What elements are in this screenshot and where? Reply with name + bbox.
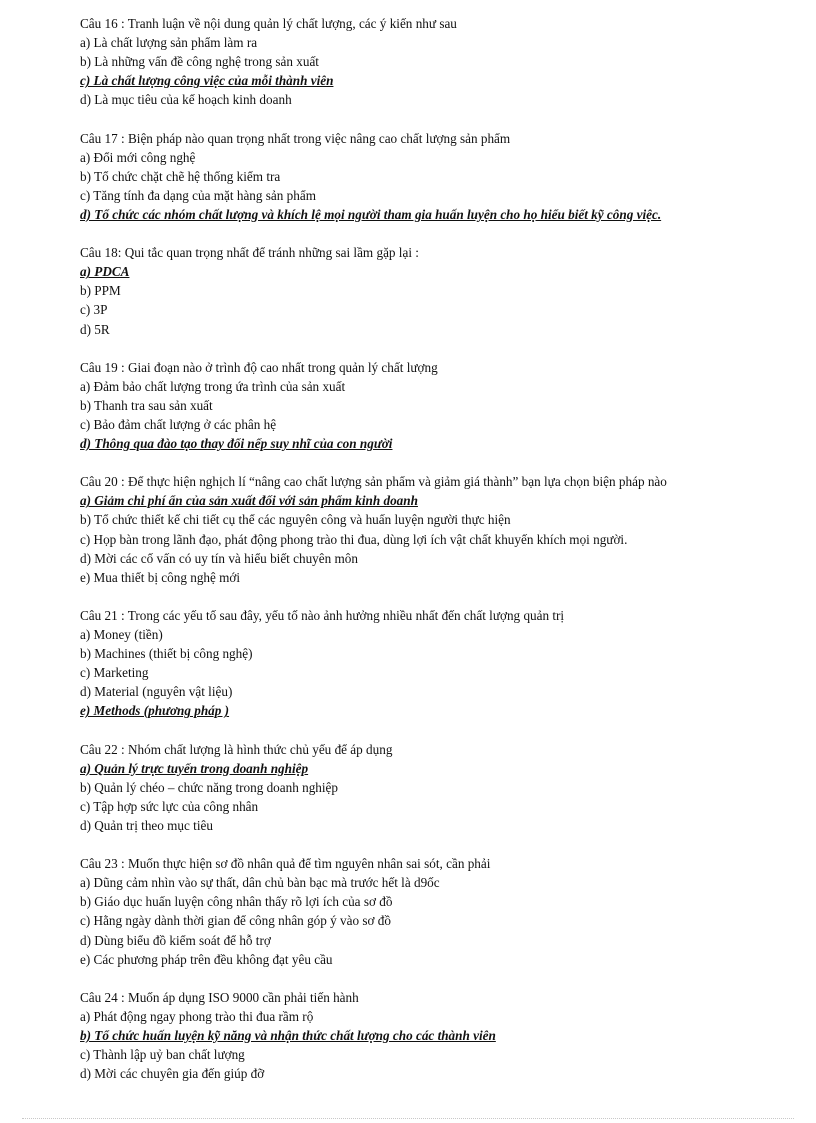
option: a) Đảm bảo chất lượng trong ứa trình của sản xuất: [80, 378, 346, 394]
option: d) Mời các chuyên gia đến giúp đỡ: [80, 1066, 265, 1082]
option: c) Bảo đảm chất lượng ở các phân hệ: [80, 416, 277, 432]
correct-answer: e) Methods (phương pháp ): [80, 703, 230, 719]
option: c) Tập hợp sức lực của công nhân: [80, 798, 259, 814]
option: a) Money (tiền): [80, 627, 163, 642]
option: c) Tăng tính đa dạng của mặt hàng sản phẩm: [80, 187, 316, 203]
question-title: Câu 19 : Giai đoạn nào ở trình độ cao nhất trong quản lý chất lượng: [80, 359, 438, 375]
option: b) Giáo dục huấn luyện công nhân thấy rõ lợi ích của sơ đồ: [80, 894, 393, 910]
correct-answer: d) Thông qua đào tạo thay đổi nếp suy nhĩ của con người: [80, 436, 393, 452]
option: b) PPM: [80, 283, 121, 299]
question-18: [80, 243, 800, 338]
question-title: Câu 16 : Tranh luận về nội dung quản lý chất lượng, các ý kiến như sau: [80, 16, 457, 31]
correct-answer: d) Tổ chức các nhóm chất lượng và khích lệ mọi người tham gia huấn luyện cho họ hiểu biết kỹ công việc.: [80, 206, 662, 222]
question-19: [80, 358, 800, 453]
question-20: [80, 472, 800, 587]
option: d) Quản trị theo mục tiêu: [80, 817, 213, 833]
question-23: [80, 854, 800, 969]
question-21: [80, 606, 800, 721]
option: b) Quản lý chéo – chức năng trong doanh nghiệp: [80, 779, 339, 795]
option: b) Machines (thiết bị công nghệ): [80, 646, 253, 662]
page-bottom-divider: [22, 1118, 794, 1119]
question-24: [80, 988, 800, 1083]
question-17: [80, 129, 800, 224]
option: a) Phát động ngay phong trào thi đua rầm rộ: [80, 1008, 314, 1024]
option: c) Marketing: [80, 665, 149, 681]
question-title: Câu 20 : Để thực hiện nghịch lí “nâng cao chất lượng sản phẩm và giảm giá thành” bạn lựa chọn biện pháp nào: [80, 474, 667, 490]
correct-answer: a) Giảm chi phí ẩn của sản xuất đối với sản phẩm kinh doanh: [80, 493, 418, 509]
option: a) Đổi mới công nghệ: [80, 149, 196, 165]
option: d) Material (nguyên vật liệu): [80, 684, 233, 700]
question-title: Câu 18: Qui tắc quan trọng nhất để tránh những sai lầm gặp lại :: [80, 245, 419, 261]
correct-answer: b) Tổ chức huấn luyện kỹ năng và nhận thức chất lượng cho các thành viên: [80, 1027, 496, 1043]
correct-answer: c) Là chất lượng công việc của mỗi thành viên: [80, 73, 334, 89]
option: c) Thành lập uỷ ban chất lượng: [80, 1047, 245, 1063]
option: d) Dùng biểu đồ kiểm soát để hỗ trợ: [80, 932, 271, 948]
question-22: [80, 740, 800, 835]
option: a) Dũng cảm nhìn vào sự thất, dân chủ bàn bạc mà trước hết là d9ốc: [80, 875, 440, 891]
question-title: Câu 21 : Trong các yếu tố sau đây, yếu tố nào ảnh hưởng nhiều nhất đến chất lượng quản trị: [80, 607, 565, 623]
correct-answer: a) PDCA: [80, 264, 130, 280]
option: c) Hằng ngày dành thời gian để công nhân góp ý vào sơ đồ: [80, 913, 391, 929]
document-page: [80, 14, 800, 1102]
option: b) Thanh tra sau sản xuất: [80, 397, 213, 413]
option: e) Mua thiết bị công nghệ mới: [80, 569, 241, 585]
question-title: Câu 17 : Biện pháp nào quan trọng nhất trong việc nâng cao chất lượng sản phẩm: [80, 130, 511, 146]
correct-answer: a) Quản lý trực tuyến trong doanh nghiệp: [80, 760, 309, 776]
option: b) Tổ chức chặt chẽ hệ thống kiểm tra: [80, 168, 281, 184]
option: d) 5R: [80, 321, 110, 337]
option: c) 3P: [80, 302, 108, 318]
option: d) Là mục tiêu của kế hoạch kinh doanh: [80, 92, 292, 108]
question-title: Câu 23 : Muốn thực hiện sơ đồ nhân quả để tìm nguyên nhân sai sót, cần phải: [80, 856, 491, 872]
question-16: [80, 14, 800, 109]
option: b) Là những vấn đề công nghệ trong sản xuất: [80, 54, 319, 70]
option: d) Mời các cố vấn có uy tín và hiểu biết chuyên môn: [80, 550, 358, 566]
option: a) Là chất lượng sản phẩm làm ra: [80, 35, 258, 51]
question-title: Câu 24 : Muốn áp dụng ISO 9000 cần phải tiến hành: [80, 989, 359, 1005]
question-title: Câu 22 : Nhóm chất lượng là hình thức chủ yếu để áp dụng: [80, 741, 393, 757]
option: b) Tổ chức thiết kế chi tiết cụ thể các nguyên công và huấn luyện người thực hiện: [80, 512, 511, 528]
option: c) Họp bàn trong lãnh đạo, phát động phong trào thi đua, dùng lợi ích vật chất khuyến khích mọi người.: [80, 531, 628, 547]
option: e) Các phương pháp trên đều không đạt yêu cầu: [80, 951, 333, 967]
